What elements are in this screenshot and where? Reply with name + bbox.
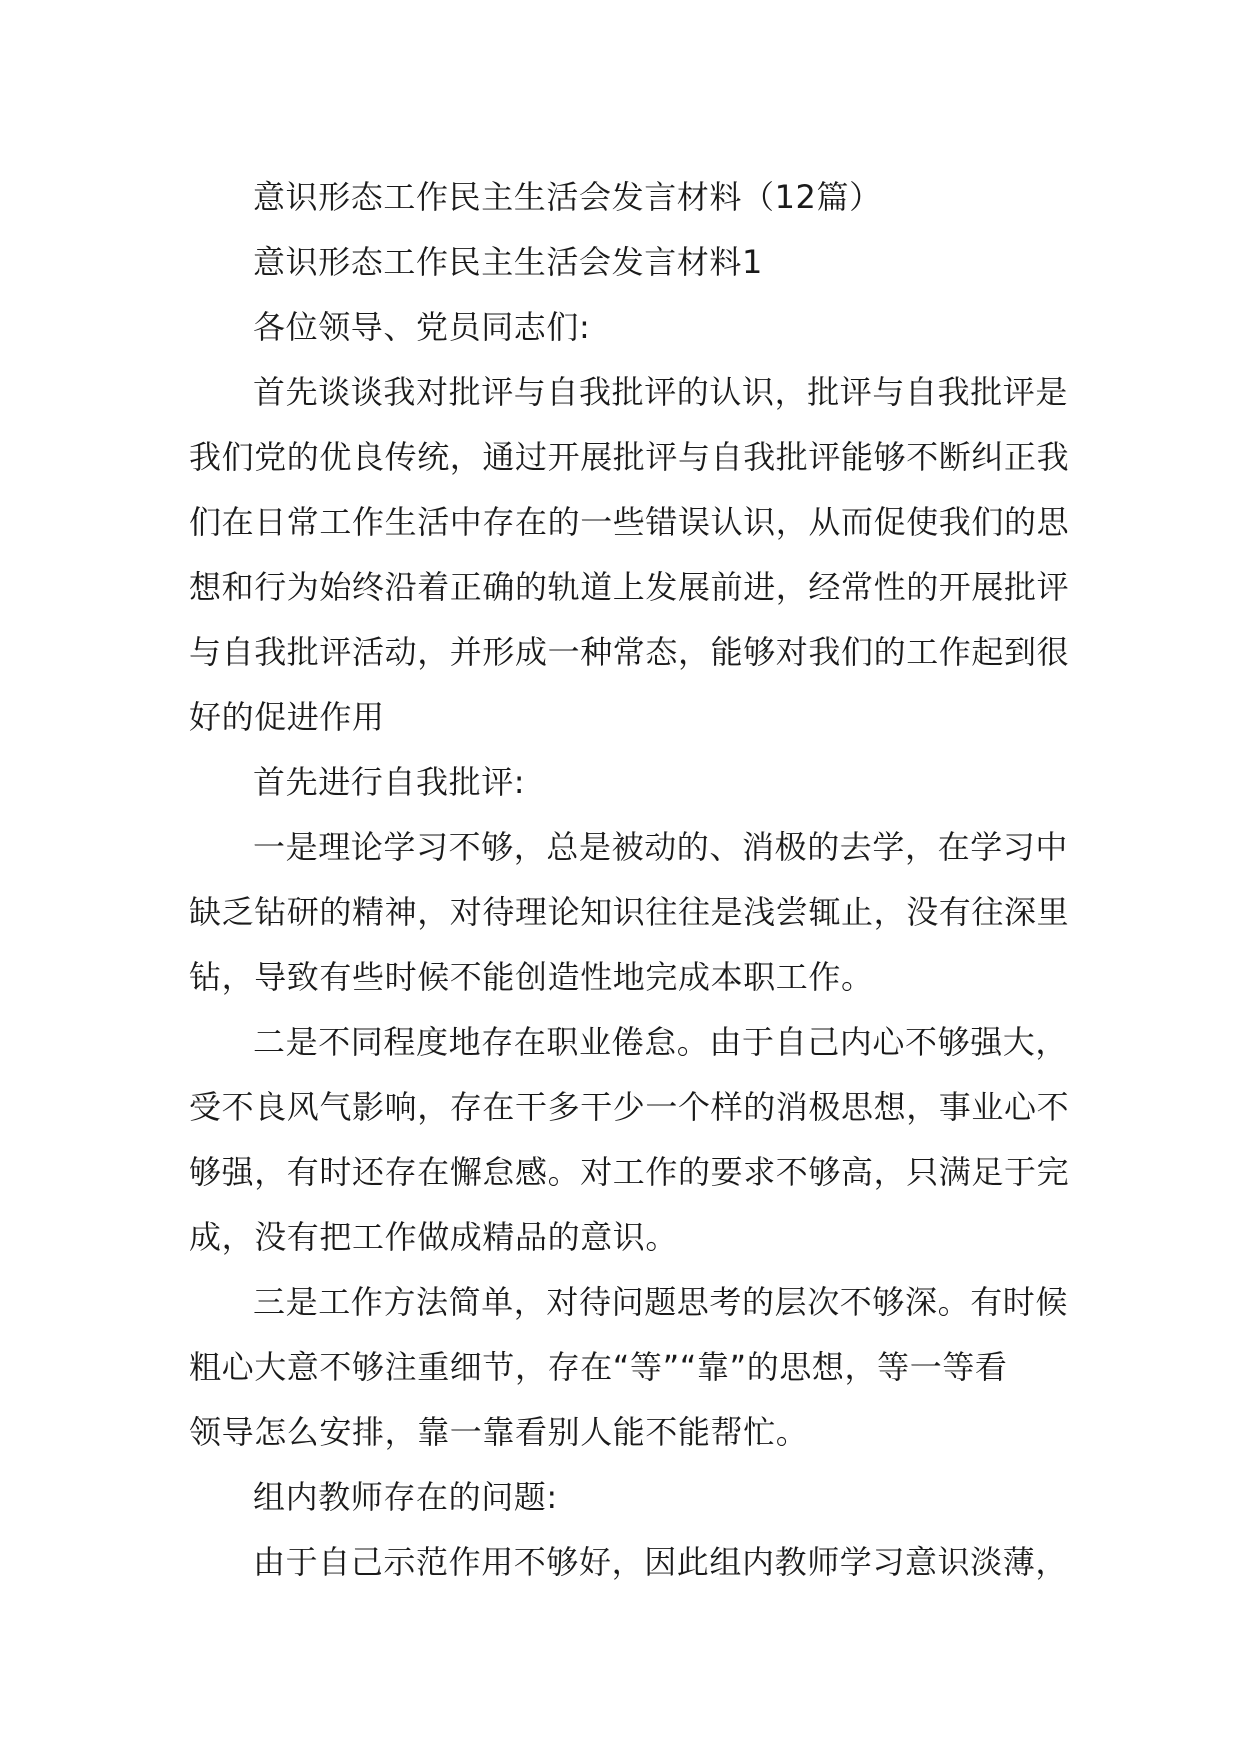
text-line: 成，没有把工作做成精品的意识。 bbox=[189, 1218, 679, 1256]
text-line: 好的促进作用 bbox=[189, 698, 385, 736]
text-line: 够强，有时还存在懈怠感。对工作的要求不够高，只满足于完 bbox=[189, 1153, 1070, 1191]
text-line: 首先进行自我批评: bbox=[253, 763, 526, 801]
text-line: 粗心大意不够注重细节，存在“等”“靠”的思想，等一等看 bbox=[189, 1348, 1008, 1386]
text-line: 缺乏钻研的精神，对待理论知识往往是浅尝辄止，没有往深里 bbox=[189, 893, 1070, 931]
text-line: 首先谈谈我对批评与自我批评的认识，批评与自我批评是 bbox=[253, 373, 1069, 411]
document-title: 意识形态工作民主生活会发言材料（12篇） bbox=[253, 178, 882, 216]
text-line: 们在日常工作生活中存在的一些错误认识，从而促使我们的思 bbox=[189, 503, 1070, 541]
text-line: 想和行为始终沿着正确的轨道上发展前进，经常性的开展批评 bbox=[189, 568, 1070, 606]
text-line: 一是理论学习不够，总是被动的、消极的去学，在学习中 bbox=[253, 828, 1069, 866]
text-line: 受不良风气影响，存在干多干少一个样的消极思想，事业心不 bbox=[189, 1088, 1070, 1126]
text-line: 三是工作方法简单，对待问题思考的层次不够深。有时候 bbox=[253, 1283, 1069, 1321]
document-body bbox=[189, 165, 1070, 1595]
text-line: 我们党的优良传统，通过开展批评与自我批评能够不断纠正我 bbox=[189, 438, 1070, 476]
text-line: 与自我批评活动，并形成一种常态，能够对我们的工作起到很 bbox=[189, 633, 1070, 671]
text-line: 二是不同程度地存在职业倦怠。由于自己内心不够强大， bbox=[253, 1023, 1069, 1061]
section-heading: 意识形态工作民主生活会发言材料1 bbox=[253, 243, 763, 281]
text-line: 各位领导、党员同志们: bbox=[253, 308, 591, 346]
text-line: 领导怎么安排，靠一靠看别人能不能帮忙。 bbox=[189, 1413, 809, 1451]
text-line: 钻，导致有些时候不能创造性地完成本职工作。 bbox=[189, 958, 874, 996]
text-line: 组内教师存在的问题: bbox=[253, 1478, 558, 1516]
text-line: 由于自己示范作用不够好，因此组内教师学习意识淡薄， bbox=[253, 1543, 1069, 1581]
